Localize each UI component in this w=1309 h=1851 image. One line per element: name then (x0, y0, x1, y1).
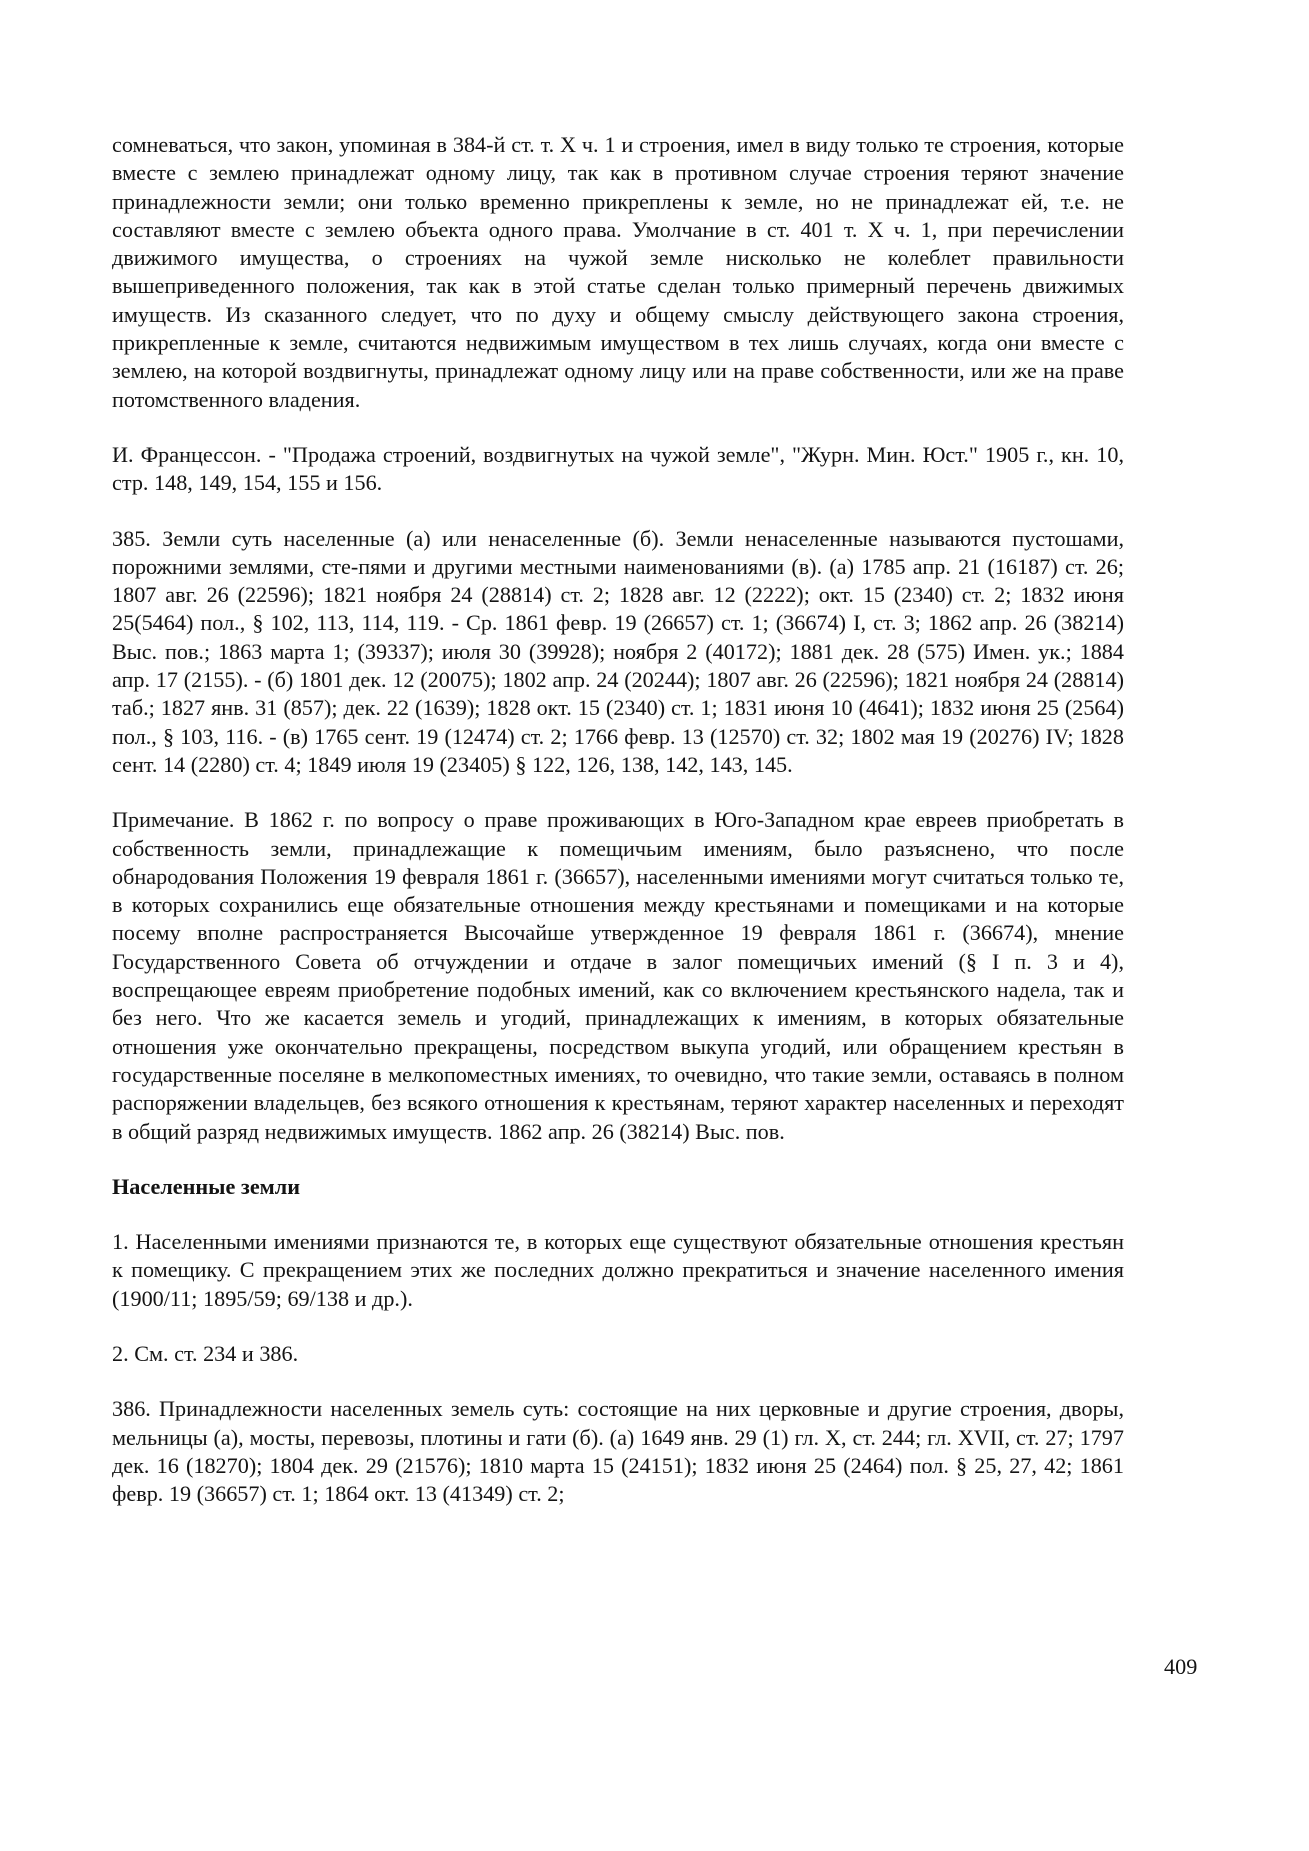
paragraph-article-385: 385. Земли суть населенные (а) или ненаселенные (б). Земли ненаселенные называются пустошами, порожними землями, сте-пями и другими местными наименованиями (в). (а) 1785 апр. 21 (16187) ст. 26; 1807 авг. 26 (22596); 1821 ноября 24 (28814) ст. 2; 1828 авг. 12 (2222); окт. 15 (2340) ст. 2; 1832 июня 25(5464) пол., § 102, 113, 114, 119. - Ср. 1861 февр. 19 (26657) ст. 1; (36674) I, ст. 3; 1862 апр. 26 (38214) Выс. пов.; 1863 марта 1; (39337); июля 30 (39928); ноября 2 (40172); 1881 дек. 28 (575) Имен. ук.; 1884 апр. 17 (2155). - (б) 1801 дек. 12 (20075); 1802 апр. 24 (20244); 1807 авг. 26 (22596); 1821 ноября 24 (28814) таб.; 1827 янв. 31 (857); дек. 22 (1639); 1828 окт. 15 (2340) ст. 1; 1831 июня 10 (4641); 1832 июня 25 (2564) пол., § 103, 116. - (в) 1765 сент. 19 (12474) ст. 2; 1766 февр. 13 (12570) ст. 32; 1802 мая 19 (20276) IV; 1828 сент. 14 (2280) ст. 4; 1849 июля 19 (23405) § 122, 126, 138, 142, 143, 145. (112, 525, 1124, 777)
section-heading-populated-lands: Населенные земли (112, 1173, 301, 1199)
paragraph-citation-frantsesson: И. Францессон. - "Продажа строений, воздвигнутых на чужой земле", "Журн. Мин. Юст." 1905 г., кн. 10, стр. 148, 149, 154, 155 и 156. (112, 441, 1124, 496)
paragraph-see-articles-2: 2. См. ст. 234 и 386. (112, 1340, 299, 1366)
paragraph-populated-estates-1: 1. Населенными имениями признаются те, в которых еще существуют обязательные отношения крестьян к помещику. С прекращением этих же последних должно прекратиться и значение населенного имения (1900/11; 1895/59; 69/138 и др.). (112, 1229, 1124, 1311)
paragraph-buildings-on-foreign-land: сомневаться, что закон, упоминая в 384-й ст. т. X ч. 1 и строения, имел в виду только те строения, которые вместе с землею принадлежат одному лицу, так как в противном случае строения теряют значение принадлежности земли; они только временно прикреплены к земле, но не принадлежат ей, т.е. не составляют вместе с землею объекта одного права. Умолчание в ст. 401 т. X ч. 1, при перечислении движимого имущества, о строениях на чужой земле нисколько не колеблет правильности вышеприведенного положения, так как в этой статье сделан только примерный перечень движимых имуществ. Из сказанного следует, что по духу и общему смыслу действующего закона строения, прикрепленные к земле, считаются недвижимым имуществом в тех лишь случаях, когда они вместе с землею, на которой воздвигнуты, принадлежат одному лицу или на праве собственности, или же на праве потомственного владения. (112, 132, 1124, 412)
paragraph-note-1862: Примечание. В 1862 г. по вопросу о праве проживающих в Юго-Западном крае евреев приобретать в собственность земли, принадлежащие к помещичьим имениям, было разъяснено, что после обнародования Положения 19 февраля 1861 г. (36657), населенными имениями могут считаться только те, в которых сохранились еще обязательные отношения между крестьянами и помещиками и на которые посему вполне распространяется Высочайше утвержденное 19 февраля 1861 г. (36674), мнение Государственного Совета об отчуждении и отдаче в залог помещичьих имений (§ I п. 3 и 4), воспрещающее евреям приобретение подобных имений, как со включением крестьянского надела, так и без него. Что же касается земель и угодий, принадлежащих к имениям, в которых обязательные отношения уже окончательно прекращены, посредством выкупа угодий, или обращением крестьян в государственные поселяне в мелкопоместных имениях, то очевидно, что такие земли, оставаясь в полном распоряжении владельцев, без всякого отношения к крестьянам, теряют характер населенных и переходят в общий разряд недвижимых имуществ. 1862 апр. 26 (38214) Выс. пов. (112, 807, 1124, 1144)
page-number: 409 (1164, 1654, 1198, 1679)
document-body (112, 131, 1124, 1535)
paragraph-article-386: 386. Принадлежности населенных земель суть: состоящие на них церковные и другие строения, дворы, мельницы (а), мосты, перевозы, плотины и гати (б). (а) 1649 янв. 29 (1) гл. X, ст. 244; гл. XVII, ст. 27; 1797 дек. 16 (18270); 1804 дек. 29 (21576); 1810 марта 15 (24151); 1832 июня 25 (2464) пол. § 25, 27, 42; 1861 февр. 19 (36657) ст. 1; 1864 окт. 13 (41349) ст. 2; (112, 1396, 1124, 1507)
